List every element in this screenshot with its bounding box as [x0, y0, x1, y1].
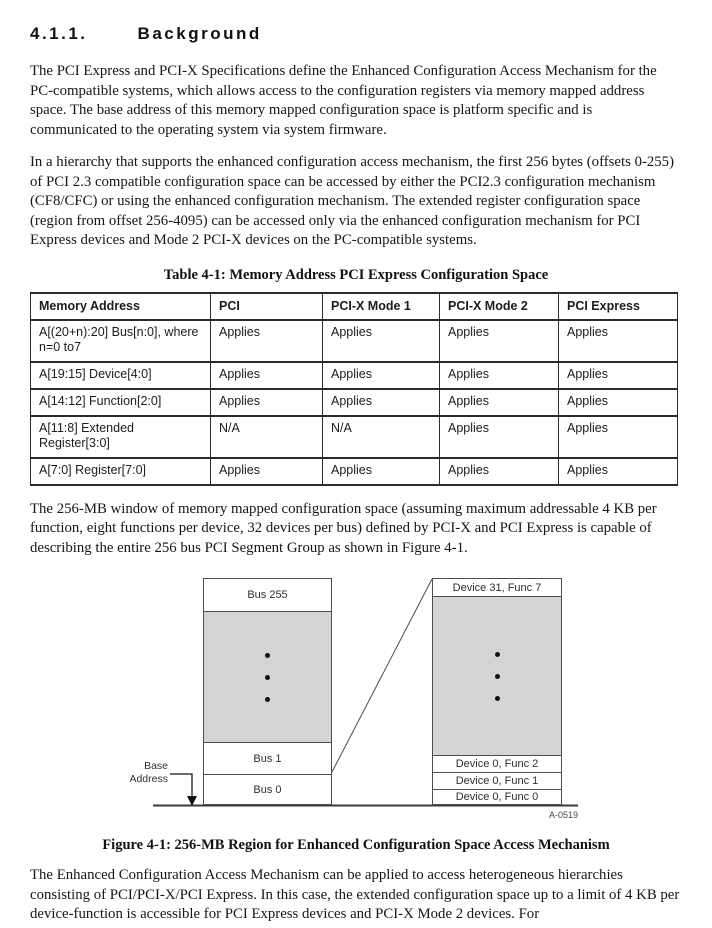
table-cell: Applies — [323, 320, 440, 362]
table-cell: Applies — [211, 320, 323, 362]
bus-0-cell: Bus 0 — [204, 774, 331, 804]
table-cell: Applies — [211, 389, 323, 416]
device-0-func-1-cell: Device 0, Func 1 — [433, 772, 561, 789]
table-cell: Applies — [440, 416, 559, 458]
section-number: 4.1.1. — [30, 24, 88, 43]
column-header: PCI Express — [559, 293, 678, 320]
device-ellipsis-region — [433, 596, 561, 755]
table-cell: N/A — [211, 416, 323, 458]
column-header: PCI-X Mode 1 — [323, 293, 440, 320]
section-title: Background — [137, 24, 262, 43]
column-header: PCI-X Mode 2 — [440, 293, 559, 320]
table-cell: A[(20+n):20] Bus[n:0], where n=0 to7 — [31, 320, 211, 362]
table-header-row — [31, 293, 678, 320]
table-cell: Applies — [559, 458, 678, 485]
table-caption: Table 4-1: Memory Address PCI Express Configuration Space — [163, 266, 549, 283]
table-cell: Applies — [559, 389, 678, 416]
table-cell: Applies — [559, 362, 678, 389]
base-address-pointer-line — [170, 774, 192, 797]
ellipsis-dot-icon — [495, 674, 500, 679]
bus-1-cell: Bus 1 — [204, 742, 331, 774]
device-0-func-0-cell: Device 0, Func 0 — [433, 789, 561, 804]
paragraph-heterogeneous: The Enhanced Configuration Access Mechanism can be applied to access heterogeneous hierarchies consisting of PCI/PCI-X/PCI Express. In this case, the extended configuration space up to a limit of 4 KB per device-function is accessible for PCI Express devices and PCI-X Mode 2 devices. For — [30, 867, 680, 922]
config-space-table — [30, 292, 678, 486]
table-cell: Applies — [440, 458, 559, 485]
bus-ellipsis-region — [204, 611, 331, 742]
bus-255-cell: Bus 255 — [204, 579, 331, 611]
table-row — [31, 416, 678, 458]
table-cell: Applies — [440, 389, 559, 416]
base-address-label-line1: Base — [144, 760, 168, 772]
device-stack — [432, 578, 562, 805]
ellipsis-dot-icon — [265, 653, 270, 658]
table-row — [31, 320, 678, 362]
column-header: PCI — [211, 293, 323, 320]
table-cell: Applies — [440, 320, 559, 362]
section-heading — [30, 24, 682, 44]
table-cell: A[11:8] Extended Register[3:0] — [31, 416, 211, 458]
paragraph-intro: The PCI Express and PCI-X Specifications define the Enhanced Configuration Access Mechanism for the PC-compatible systems, which allows access to the configuration registers via memory mapped address space. The base address of this memory mapped configuration space is platform specific and is communicated to the operating system via system firmware. — [30, 63, 657, 138]
device-0-func-2-cell: Device 0, Func 2 — [433, 755, 561, 772]
paragraph-hierarchy: In a hierarchy that supports the enhanced configuration access mechanism, the first 256 bytes (offsets 0-255) of PCI 2.3 compatible configuration space can be accessed by either the PCI2.3 configuration mechanism (CF8/CFC) or using the enhanced configuration mechanism. The extended register configuration space (region from offset 256-4095) can be accessed only via the enhanced configuration mechanism for PCI Express devices and Mode 2 PCI-X devices on the PC-compatible systems. — [30, 154, 675, 248]
table-cell: A[14:12] Function[2:0] — [31, 389, 211, 416]
table-cell: Applies — [211, 458, 323, 485]
ellipsis-dot-icon — [265, 697, 270, 702]
column-header: Memory Address — [31, 293, 211, 320]
figure-4-1-diagram — [30, 578, 682, 823]
expansion-diagonal-line — [332, 579, 432, 772]
table-cell: A[7:0] Register[7:0] — [31, 458, 211, 485]
table-cell: N/A — [323, 416, 440, 458]
table-cell: Applies — [440, 362, 559, 389]
table-cell: Applies — [559, 320, 678, 362]
table-cell: Applies — [323, 362, 440, 389]
table-cell: Applies — [323, 458, 440, 485]
table-cell: A[19:15] Device[4:0] — [31, 362, 211, 389]
bus-stack — [203, 578, 332, 805]
table-row — [31, 389, 678, 416]
drawing-number: A-0519 — [548, 810, 578, 820]
ellipsis-dot-icon — [265, 675, 270, 680]
table-cell: Applies — [559, 416, 678, 458]
base-address-label-line2: Address — [129, 772, 168, 785]
table-row — [31, 362, 678, 389]
figure-caption: Figure 4-1: 256-MB Region for Enhanced Configuration Space Access Mechanism — [102, 837, 610, 853]
base-address-label — [118, 760, 168, 785]
device-31-func-7-cell: Device 31, Func 7 — [433, 579, 561, 596]
table-cell: Applies — [323, 389, 440, 416]
figure-lines — [30, 578, 682, 823]
table-row — [31, 458, 678, 485]
ellipsis-dot-icon — [495, 696, 500, 701]
table-cell: Applies — [211, 362, 323, 389]
paragraph-window: The 256-MB window of memory mapped configuration space (assuming maximum addressable 4 KB per function, eight functions per device, 32 devices per bus) defined by PCI-X and PCI Express is capable of describing the entire 256 bus PCI Segment Group as shown in Figure 4-1. — [30, 500, 657, 556]
ellipsis-dot-icon — [495, 652, 500, 657]
